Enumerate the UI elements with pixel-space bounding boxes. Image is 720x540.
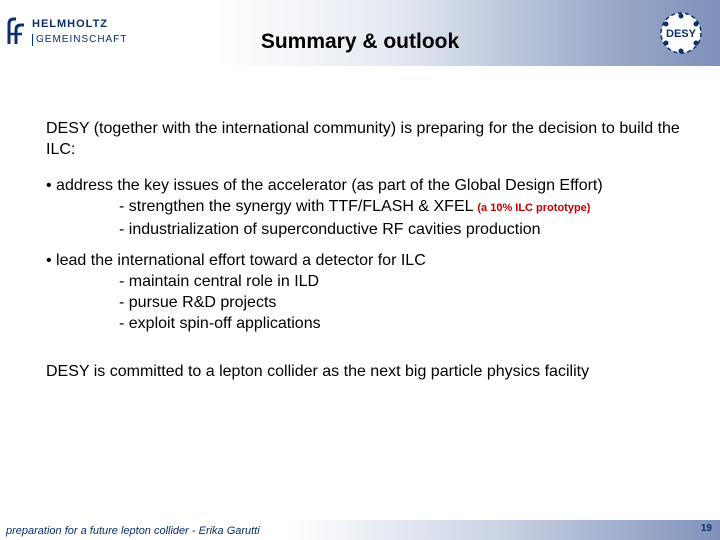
slide-body — [46, 118, 706, 382]
sub-item-spinoff: - exploit spin-off applications — [119, 315, 321, 332]
sub-item-ild: - maintain central role in ILD — [119, 273, 320, 290]
helmholtz-logo-line1: HELMHOLTZ — [32, 18, 109, 30]
slide-header — [0, 0, 720, 66]
desy-logo-icon — [658, 10, 704, 56]
bullet-accelerator: • address the key issues of the accelerator (as part of the Global Design Effort) — [46, 177, 603, 194]
sub-item-rnd: - pursue R&D projects — [119, 294, 277, 311]
bullet-detector: • lead the international effort toward a detector for ILC — [46, 252, 426, 269]
page-number: 19 — [700, 523, 712, 534]
sub-item-synergy-text: - strengthen the synergy with TTF/FLASH & XFEL — [119, 198, 473, 215]
helmholtz-logo-line2: GEMEINSCHAFT — [32, 34, 127, 46]
sub-item-industrialization: - industrialization of superconductive RF cavities production — [119, 221, 541, 238]
prototype-note: (a 10% ILC prototype) — [477, 202, 591, 214]
conclusion-paragraph: DESY is committed to a lepton collider as the next big particle physics facility — [46, 363, 590, 380]
sub-item-synergy — [46, 196, 706, 219]
slide-title: Summary & outlook — [260, 30, 460, 53]
desy-logo-text: DESY — [666, 28, 696, 40]
footer-text: preparation for a future lepton collider - Erika Garutti — [6, 525, 260, 537]
intro-paragraph: DESY (together with the international community) is preparing for the decision to build the ILC: — [46, 120, 680, 158]
slide-footer — [0, 520, 720, 540]
